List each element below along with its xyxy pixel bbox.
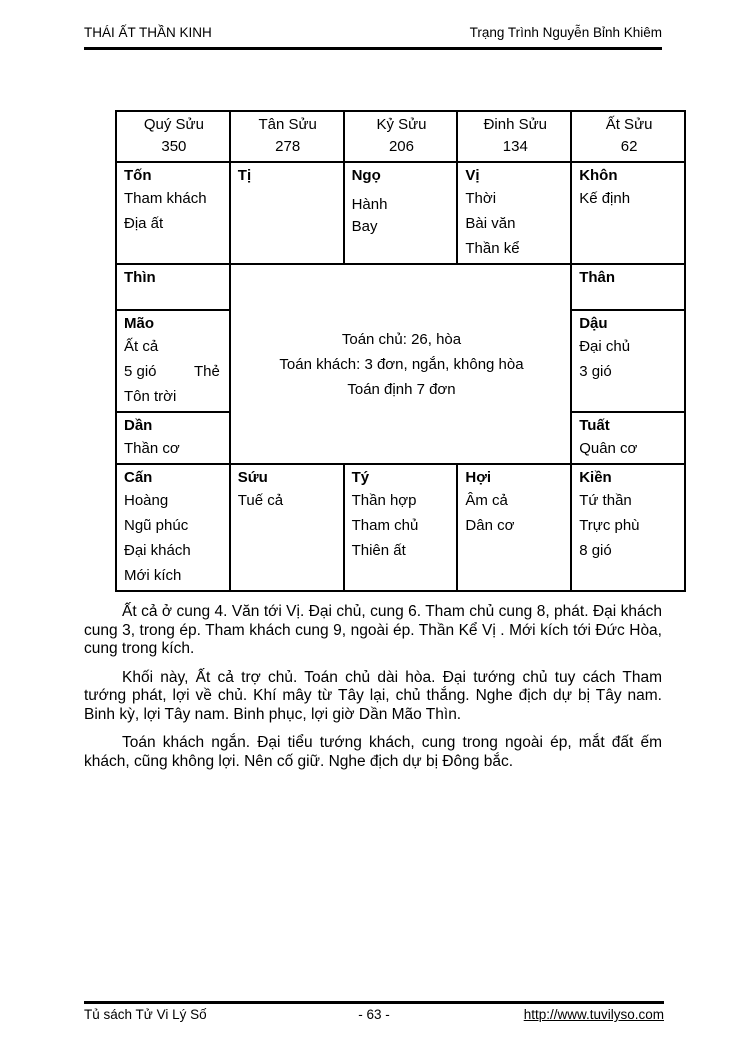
thai-at-chart — [115, 110, 686, 592]
cell-vi: Vị Thời Bài văn Thần kể — [457, 162, 571, 264]
year-value: 134 — [502, 138, 528, 155]
palace-title: Thìn — [124, 269, 156, 286]
toan-khach: Toán khách: 3 đơn, ngắn, không hòa — [279, 355, 524, 373]
cell-quy-suu — [116, 111, 230, 162]
year-name: Ất Sửu — [605, 116, 653, 133]
cell-mao: Mão Ất cả 5 gió Thẻ Tôn trời — [116, 310, 230, 412]
cell-tan-suu — [230, 111, 344, 162]
paragraph-1: Ất cả ở cung 4. Văn tới Vị. Đại chủ, cung 6. Tham chủ cung 8, phát. Đại khách cung 3, trong ép. Tham khách cung 9, ngoài ép. Thần Kể Vị . Mới kích tới Đức Hòa, cung trong kích. — [84, 603, 662, 657]
series-title: Tủ sách Tử Vi Lý Số — [84, 1007, 207, 1022]
year-name: Quý Sửu — [143, 116, 204, 133]
cell-can: Cấn Hoàng Ngũ phúc Đại khách Mới kích — [116, 464, 230, 591]
year-name: Tân Sửu — [258, 116, 317, 133]
cell-dau: Dậu Đại chủ 3 gió — [571, 310, 685, 412]
cell-hoi: Hợi Âm cả Dân cơ — [457, 464, 571, 591]
palace-title: Tuất — [579, 417, 610, 434]
middle-row-a — [116, 264, 685, 310]
toan-chu: Toán chủ: 26, hòa — [341, 330, 462, 348]
page-header — [84, 25, 662, 50]
toan-dinh: Toán định 7 đơn — [347, 380, 456, 398]
cell-kien: Kiền Tứ thần Trực phù 8 gió — [571, 464, 685, 591]
year-row — [116, 111, 685, 162]
paragraph-3: Toán khách ngắn. Đại tiểu tướng khách, cung trong ngoài ép, mắt đất ếm khách, cũng không lợi. Nên cố giữ. Nghe địch dự bị Đông bắc. — [84, 734, 662, 770]
year-name: Kỷ Sửu — [376, 116, 427, 133]
cell-thin — [116, 264, 230, 310]
cell-dinh-suu — [457, 111, 571, 162]
page-footer — [84, 1001, 664, 1022]
author-name: Trạng Trình Nguyễn Bỉnh Khiêm — [469, 25, 662, 40]
paragraph-2: Khối này, Ất cả trợ chủ. Toán chủ dài hòa. Đại tướng chủ tuy cách Tham tướng phát, lợi về chủ. Khí mây từ Tây lại, chủ thắng. Nghe địch dự bị Tây nam. Binh kỳ, lợi Tây nam. Binh phục, lợi giờ Dần Mão Thìn. — [84, 668, 662, 723]
cell-at-suu — [571, 111, 685, 162]
commentary-text — [84, 603, 662, 781]
cell-ti — [230, 162, 344, 264]
palace-title: Hợi — [465, 469, 492, 486]
palace-title: Ngọ — [351, 167, 381, 184]
palace-title: Tốn — [124, 167, 152, 184]
year-name: Đinh Sửu — [483, 116, 547, 133]
palace-title: Khôn — [579, 167, 618, 184]
palace-title: Dần — [124, 417, 153, 434]
palace-title: Kiền — [579, 469, 612, 486]
gio-the-line: 5 gió Thẻ — [124, 363, 220, 380]
palace-title: Tị — [237, 167, 252, 184]
cell-ngo: Ngọ Hành Bay — [344, 162, 458, 264]
toan-summary-cell — [230, 264, 571, 464]
bottom-palace-row — [116, 464, 685, 591]
year-value: 62 — [620, 138, 638, 155]
palace-title: Sứu — [237, 469, 268, 486]
year-value: 278 — [275, 138, 301, 155]
cell-suu: Sứu Tuế cả — [230, 464, 344, 591]
cell-dan: Dần Thần cơ — [116, 412, 230, 464]
palace-title: Thân — [579, 269, 616, 286]
cell-ton: Tốn Tham khách Địa ất — [116, 162, 230, 264]
palace-title: Tý — [351, 469, 370, 486]
palace-title: Vị — [465, 167, 480, 184]
palace-title: Dậu — [579, 315, 608, 332]
page-number: - 63 - — [358, 1007, 390, 1022]
palace-title: Mão — [124, 315, 154, 332]
cell-ky-suu — [344, 111, 458, 162]
cell-ty: Tý Thần hợp Tham chủ Thiên ất — [344, 464, 458, 591]
cell-tuat: Tuất Quân cơ — [571, 412, 685, 464]
year-value: 206 — [388, 138, 414, 155]
cell-khon: Khôn Kế định — [571, 162, 685, 264]
top-palace-row — [116, 162, 685, 264]
website-link[interactable]: http://www.tuvilyso.com — [523, 1007, 664, 1022]
book-title: THÁI ẤT THẦN KINH — [84, 25, 212, 40]
cell-than — [571, 264, 685, 310]
year-value: 350 — [161, 138, 187, 155]
palace-title: Cấn — [124, 469, 153, 486]
